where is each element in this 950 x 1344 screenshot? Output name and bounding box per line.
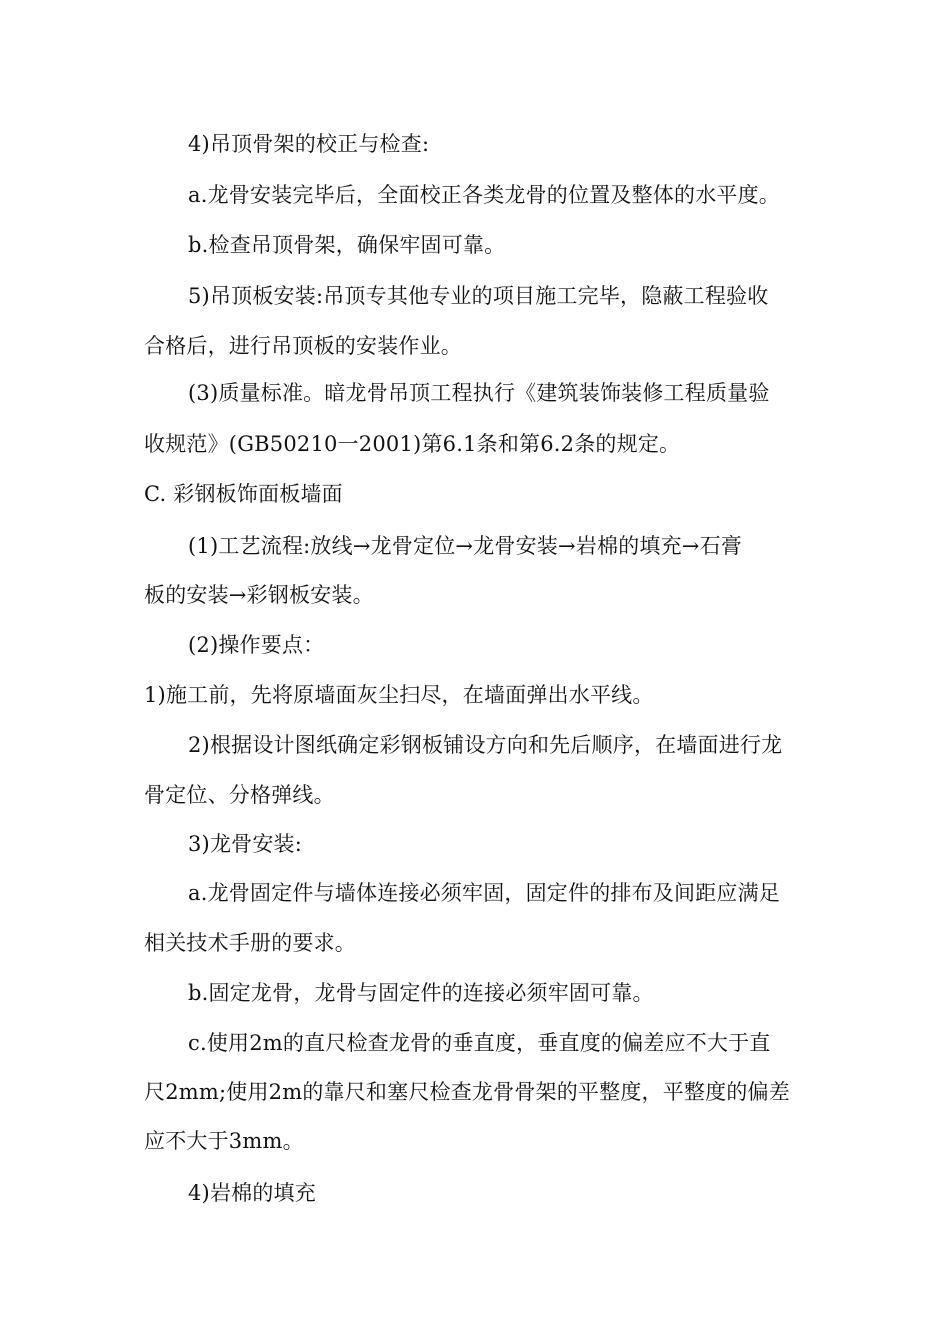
paragraph-line: 5)吊顶板安装:吊顶专其他专业的项目施工完毕，隐蔽工程验收	[188, 284, 769, 308]
paragraph-line: 合格后，进行吊顶板的安装作业。	[144, 334, 462, 358]
paragraph-line: c.使用2m的直尺检查龙骨的垂直度，垂直度的偏差应不大于直	[188, 1031, 771, 1055]
section-heading-color-steel-wall: C. 彩钢板饰面板墙面	[144, 482, 343, 506]
paragraph-line: 3)龙骨安装:	[188, 832, 303, 856]
paragraph-line: 2)根据设计图纸确定彩钢板铺设方向和先后顺序，在墙面进行龙	[188, 733, 783, 757]
paragraph-line: a.龙骨安装完毕后，全面校正各类龙骨的位置及整体的水平度。	[188, 183, 780, 207]
paragraph-line: (3)质量标准。暗龙骨吊顶工程执行《建筑装饰装修工程质量验	[188, 381, 770, 405]
paragraph-line: b.检查吊顶骨架，确保牢固可靠。	[188, 233, 506, 257]
paragraph-line: (1)工艺流程:放线→龙骨定位→龙骨安装→岩棉的填充→石膏	[188, 534, 743, 558]
paragraph-line: (2)操作要点：	[188, 633, 325, 657]
heading-ceiling-frame-check: 4)吊顶骨架的校正与检查:	[188, 132, 430, 156]
paragraph-line: 应不大于3mm。	[144, 1129, 304, 1153]
paragraph-line: 骨定位、分格弹线。	[144, 783, 335, 807]
paragraph-line: 相关技术手册的要求。	[144, 931, 356, 955]
paragraph-line: a.龙骨固定件与墙体连接必须牢固，固定件的排布及间距应满足	[188, 881, 780, 905]
paragraph-line: 板的安装→彩钢板安装。	[144, 583, 374, 607]
paragraph-line: 收规范》(GB50210一2001)第6.1条和第6.2条的规定。	[144, 432, 681, 456]
paragraph-line: 4)岩棉的填充	[188, 1181, 316, 1205]
paragraph-line: 1)施工前，先将原墙面灰尘扫尽，在墙面弹出水平线。	[144, 683, 654, 707]
paragraph-line: b.固定龙骨，龙骨与固定件的连接必须牢固可靠。	[188, 981, 654, 1005]
paragraph-line: 尺2mm;使用2m的靠尺和塞尺检查龙骨骨架的平整度，平整度的偏差	[144, 1080, 790, 1104]
